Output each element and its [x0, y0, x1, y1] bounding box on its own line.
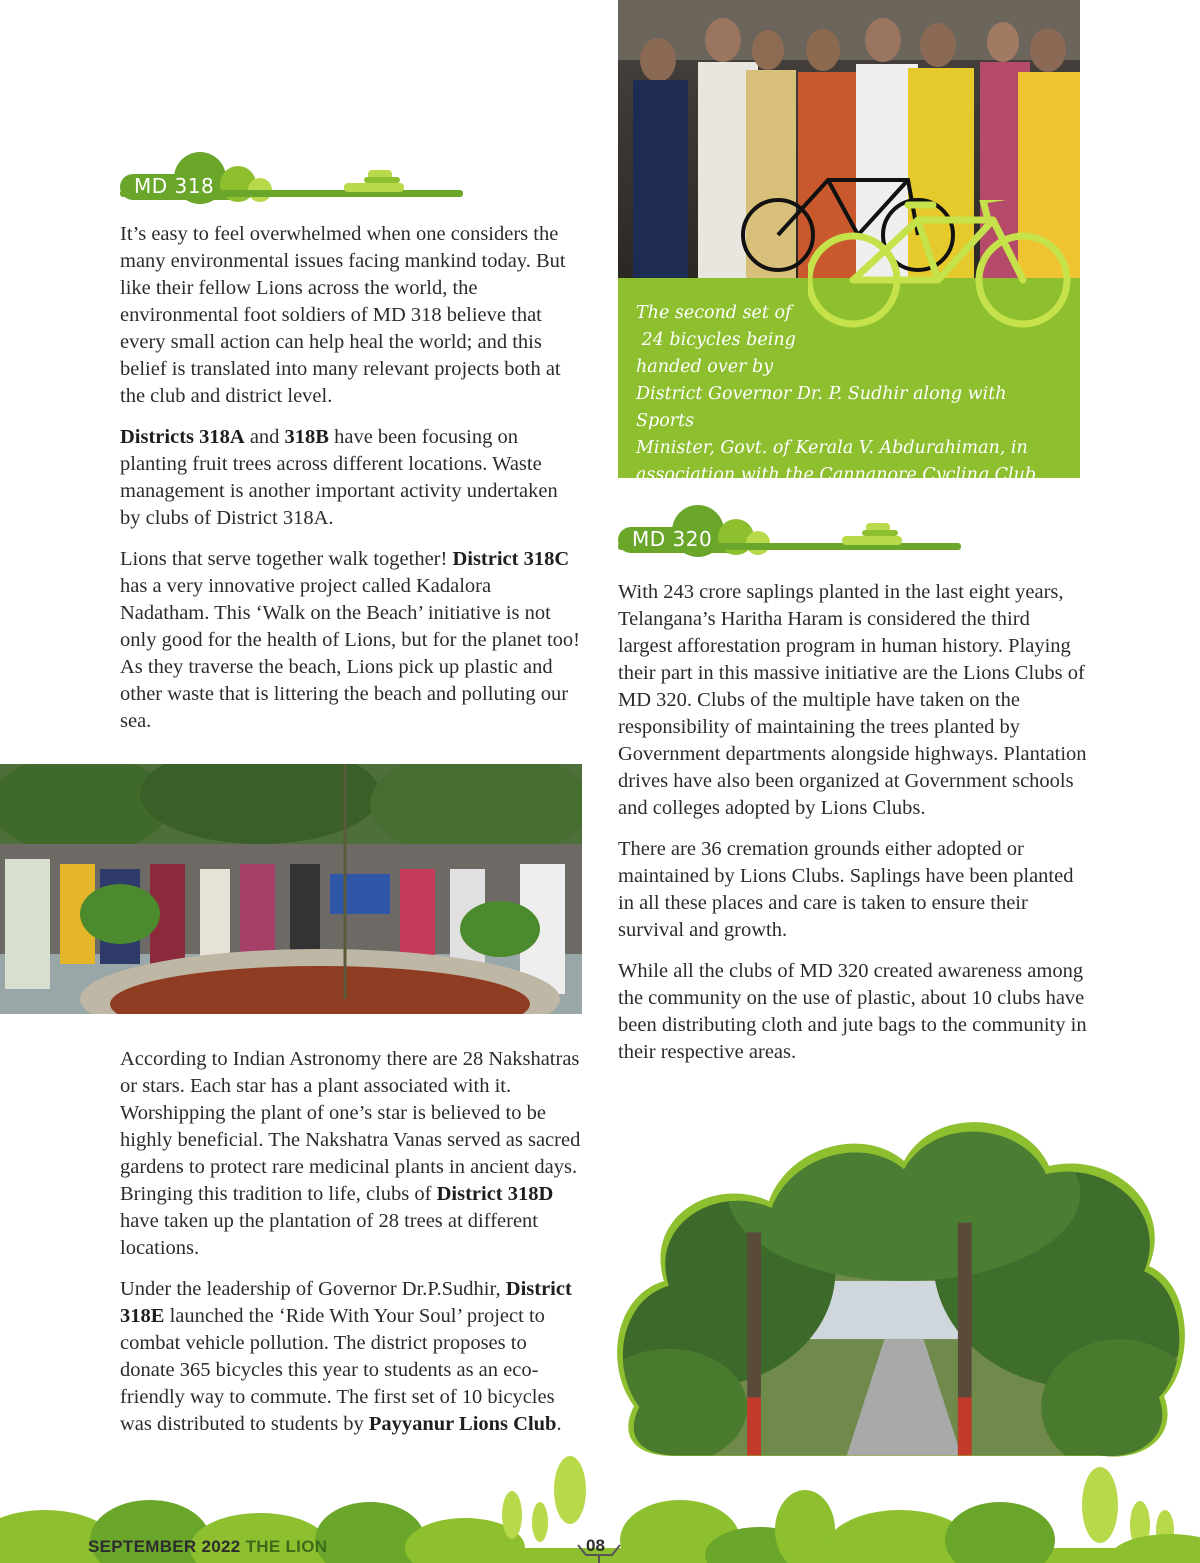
paragraph: It’s easy to feel overwhelmed when one considers the many environmental issues facing mankind today. But like their fellow Lions across the world, the environmental foot soldiers of MD 318 believe that every small action can help heal the world; and this belief is translated into many relevant projects both at the club and district level. — [120, 223, 566, 407]
bold-term: 318B — [284, 426, 329, 448]
section-badge-md318 — [120, 150, 480, 210]
section-title: MD 318 — [134, 174, 215, 198]
bold-term: District 318E — [120, 1278, 572, 1327]
caption-line: District Governor Dr. P. Sudhir along with Sports — [636, 384, 1007, 431]
footer-month: SEPTEMBER 2022 — [88, 1537, 246, 1556]
caption-line: handed over by — [636, 357, 774, 377]
text-span: have been focusing on planting fruit trees across different locations. Waste management is another important activity undertaken by clubs of District 318A. — [120, 426, 558, 529]
paragraph — [120, 1046, 582, 1262]
paragraph — [120, 546, 580, 735]
section-title: MD 320 — [632, 527, 713, 551]
md320-column — [618, 579, 1088, 1080]
text-span: have taken up the plantation of 28 trees at different locations. — [120, 1210, 539, 1259]
text-span: and — [244, 426, 285, 448]
bold-term: Districts 318A — [120, 426, 245, 448]
bold-term: Payyanur Lions Club — [368, 1413, 557, 1435]
text-span: launched the ‘Ride With Your Soul’ project to combat vehicle pollution. The district proposes to donate 365 bicycles this year to students as an eco-friendly way to commute. The first set of 10 bicycles was distributed to students by — [120, 1305, 555, 1435]
bold-term: District 318D — [436, 1183, 554, 1205]
paragraph — [120, 424, 580, 532]
paragraph: There are 36 cremation grounds either adopted or maintained by Lions Clubs. Saplings have been planted in all these places and care is taken to ensure their survival and growth. — [618, 838, 1074, 941]
caption-line: association with the Cannanore Cycling Club. — [636, 465, 1042, 485]
caption-line: 24 bicycles being — [636, 330, 796, 350]
caption-line: Minister, Govt. of Kerala V. Abdurahiman, in — [636, 438, 1028, 458]
md318-column-bottom — [120, 1046, 582, 1452]
footer-magazine: THE LION — [245, 1537, 328, 1556]
text-span: Under the leadership of Governor Dr.P.Sudhir, — [120, 1278, 506, 1300]
paragraph — [120, 1276, 582, 1438]
paragraph: With 243 crore saplings planted in the last eight years, Telangana’s Haritha Haram is considered the third largest afforestation program in human history. Playing their part in this massive initiative are the Lions Clubs of MD 320. Clubs of the multiple have taken on the responsibility of maintaining the trees planted by Government departments alongside highways. Plantation drives have also been organized at Government schools and colleges adopted by Lions Clubs. — [618, 581, 1087, 819]
text-span: Lions that serve together walk together! — [120, 548, 453, 570]
tree-lined-path-photo — [604, 1110, 1194, 1465]
text-span: According to Indian Astronomy there are 28 Nakshatras or stars. Each star has a plant associated with it. Worshipping the plant of one’s star is believed to be highly beneficial. The Nakshatra Vanas served as sacred gardens to protect rare medicinal plants in ancient days. Bringing this tradition to life, clubs of — [120, 1048, 581, 1205]
section-badge-md320 — [618, 503, 978, 563]
page-number: 08 — [586, 1536, 605, 1555]
text-span: . — [556, 1413, 562, 1435]
photo-caption-box — [618, 278, 1080, 485]
footer-issue-line — [88, 1537, 327, 1557]
text-span: has a very innovative project called Kadalora Nadatham. This ‘Walk on the Beach’ initiative is not only good for the health of Lions, but for the planet too! As they traverse the beach, Lions pick up plastic and other waste that is littering the beach and polluting our sea. — [120, 575, 581, 732]
paragraph: While all the clubs of MD 320 created awareness among the community on the use of plastic, about 10 clubs have been distributing cloth and jute bags to the community in their respective areas. — [618, 960, 1087, 1063]
bold-term: District 318C — [452, 548, 570, 570]
photo-caption — [636, 300, 1066, 489]
tree-planting-photo — [0, 764, 582, 1014]
caption-line: The second set of — [636, 303, 792, 323]
md318-column-top — [120, 221, 580, 749]
